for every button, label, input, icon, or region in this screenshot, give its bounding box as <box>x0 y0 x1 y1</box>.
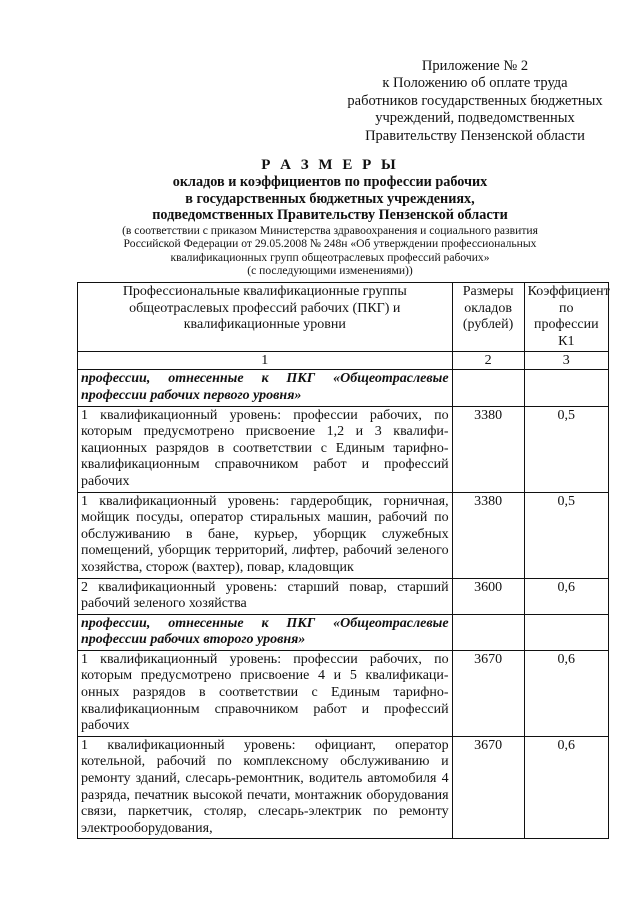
level-name-cell: 2 квалификационный уровень: старший повар, старший рабочий зеленого хозяйства <box>78 578 453 614</box>
coefficient-cell: 0,5 <box>524 406 608 492</box>
header-cell-salary: Размеры окладов (рублей) <box>452 283 524 352</box>
salary-cell: 3380 <box>452 406 524 492</box>
level-name-cell: 1 квалификационный уровень: гардеробщик, горничная, мойщик посуды, оператор стиральных машин, рабочий по обслуживанию в бане, курьер, уборщик служебных помещений, уборщик территорий, лифтер, рабочий зеленого хозяйства, сторож (вахтер), повар, кладовщик <box>78 492 453 578</box>
level-name-cell: 1 квалификационный уровень: официант, оператор котельной, рабочий по комплексному обслуживанию и ремонту зданий, слесарь-ремонтник, водитель автомобиля 4 разряда, печатник высокой печати, монтажник оборудования связи, паркетчик, столяр, слесарь-электрик по ремонту электрооборудования, <box>78 736 453 839</box>
coefficient-cell <box>524 370 608 406</box>
note-line: Российской Федерации от 29.05.2008 № 248н «Об утверждении профессиональных <box>123 237 537 250</box>
column-number: 2 <box>452 352 524 370</box>
coefficient-cell: 0,6 <box>524 578 608 614</box>
header-cell-groups: Профессиональные квалификационные группы общеотраслевых профессий рабочих (ПКГ) и квалификационные уровни <box>78 283 453 352</box>
column-number: 1 <box>78 352 453 370</box>
level-name-cell: 1 квалификационный уровень: профессии рабочих, по которым предусмотрено присвоение 4 и 5 квалификаци-онных разрядов в соответствии с Единым тарифно-квалификационным справочником работ и профессий рабочих <box>78 650 453 736</box>
appendix-line: к Положению об оплате труда <box>382 75 568 92</box>
header-cell-coefficient: Коэффициент по профессии К1 <box>524 283 608 352</box>
salary-cell <box>452 614 524 650</box>
salary-cell <box>452 370 524 406</box>
subtitle-line: окладов и коэффициентов по профессии рабочих <box>172 174 488 190</box>
table-row <box>78 406 609 492</box>
table-row <box>78 370 609 406</box>
appendix-line: Правительству Пензенской области <box>365 127 585 144</box>
appendix-reference <box>330 58 620 145</box>
salary-cell: 3670 <box>452 736 524 839</box>
group-name-cell: профессии, отнесенные к ПКГ «Общеотраслевые профессии рабочих второго уровня» <box>78 614 453 650</box>
subtitle-line: подведомственных Правительству Пензенской области <box>152 207 508 223</box>
table-column-numbers-row <box>78 352 609 370</box>
table-row <box>78 614 609 650</box>
table-row <box>78 736 609 839</box>
level-name-cell: 1 квалификационный уровень: профессии рабочих, по которым предусмотрено присвоение 1,2 и 3 квалифи-кационных разрядов в соответствии с Единым тарифно-квалификационным справочником работ и профессий рабочих <box>78 406 453 492</box>
appendix-line: Приложение № 2 <box>421 58 529 74</box>
table-row <box>78 492 609 578</box>
note-line: квалификационных групп общеотраслевых профессий рабочих» <box>170 250 490 264</box>
coefficient-cell: 0,5 <box>524 492 608 578</box>
table-row <box>78 650 609 736</box>
note-line: (в соответствии с приказом Министерства здравоохранения и социального развития <box>122 223 538 237</box>
note-line: (с последующими изменениями)) <box>247 264 413 277</box>
group-name-cell: профессии, отнесенные к ПКГ «Общеотраслевые профессии рабочих первого уровня» <box>78 370 453 406</box>
document-note <box>60 224 600 278</box>
appendix-line: учреждений, подведомственных <box>375 110 575 127</box>
document-subtitle <box>60 174 600 224</box>
document-title-block <box>60 156 600 278</box>
salary-cell: 3670 <box>452 650 524 736</box>
column-number: 3 <box>524 352 608 370</box>
coefficient-cell: 0,6 <box>524 650 608 736</box>
salary-cell: 3600 <box>452 578 524 614</box>
table-row <box>78 578 609 614</box>
subtitle-line: в государственных бюджетных учреждениях, <box>185 190 475 207</box>
salary-table <box>77 282 609 839</box>
salary-cell: 3380 <box>452 492 524 578</box>
coefficient-cell <box>524 614 608 650</box>
coefficient-cell: 0,6 <box>524 736 608 839</box>
appendix-line: работников государственных бюджетных <box>347 92 603 109</box>
document-title: Р А З М Е Р Ы <box>261 157 399 173</box>
table-header-row <box>78 283 609 352</box>
